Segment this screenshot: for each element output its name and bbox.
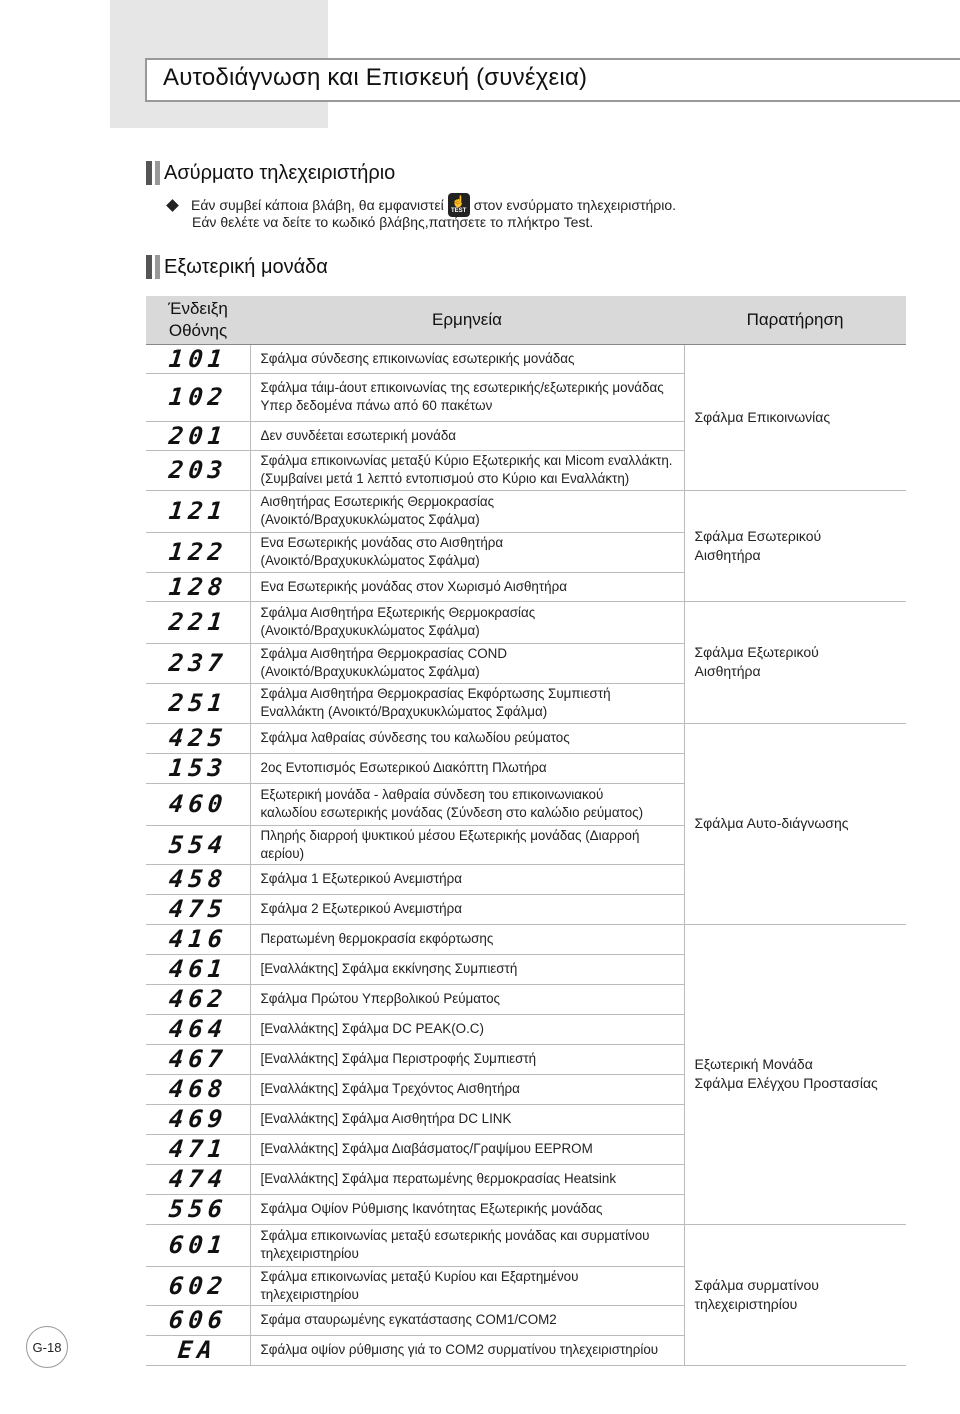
- error-code-table: [146, 296, 906, 1366]
- display-code-value: 602: [167, 1271, 229, 1300]
- page-margin: [0, 0, 110, 1414]
- bullet-diamond-icon: [166, 199, 179, 212]
- display-code-value: 462: [167, 985, 229, 1013]
- error-description: Περατωμένη θερμοκρασία εκφόρτωσης: [250, 924, 684, 954]
- display-code: [146, 421, 250, 450]
- display-code-value: 467: [167, 1045, 229, 1073]
- display-code: [146, 894, 250, 924]
- display-code-value: EA: [176, 1336, 219, 1364]
- header-desc: Ερμηνεία: [250, 296, 684, 344]
- remote-note-text-before: Εάν συμβεί κάποια βλάβη, θα εμφανιστεί: [191, 197, 444, 213]
- error-description: Σφάλμα Αισθητήρα Θερμοκρασίας Εκφόρτωσης Συμπιεστή Εναλλάκτη (Ανοικτό/Βραχυκυκλώματος Σφάλμα): [250, 683, 684, 723]
- display-code: [146, 1014, 250, 1044]
- display-code: [146, 683, 250, 723]
- display-code: [146, 1266, 250, 1305]
- remote-note-text-after: στον ενσύρματο τηλεχειριστήριο.: [473, 197, 677, 213]
- header-code-line2: Οθόνης: [168, 320, 228, 340]
- display-code-value: 122: [167, 538, 229, 566]
- table-row: [146, 601, 906, 643]
- section-outdoor-title: Εξωτερική μονάδα: [164, 255, 328, 278]
- error-description: Σφάμα σταυρωμένης εγκατάστασης COM1/COM2: [250, 1305, 684, 1335]
- error-description: Ενα Εσωτερικής μονάδας στον Χωρισμό Αισθητήρα: [250, 572, 684, 601]
- display-code: [146, 450, 250, 490]
- error-description: Σφάλμα 2 Εξωτερικού Ανεμιστήρα: [250, 894, 684, 924]
- header-remark: Παρατήρηση: [684, 296, 906, 344]
- header-code: [146, 296, 250, 344]
- display-code-value: 469: [167, 1105, 229, 1133]
- display-code-value: 101: [167, 344, 229, 373]
- error-description: Δεν συνδέεται εσωτερική μονάδα: [250, 421, 684, 450]
- display-code: [146, 954, 250, 984]
- table-row: [146, 490, 906, 532]
- error-description: Πληρής διαρροή ψυκτικού μέσου Εξωτερικής μονάδας (Διαρροή αερίου): [250, 825, 684, 864]
- display-code: [146, 1044, 250, 1074]
- error-category-remark: Σφάλμα Επικοινωνίας: [684, 344, 906, 490]
- table-row: [146, 344, 906, 373]
- error-description: Σφάλμα επικοινωνίας μεταξύ Κύριο Εξωτερικής και Micom εναλλάκτη. (Συμβαίνει μετά 1 λεπτό εντοπισμού στο Κύριο και Εναλλάκτη): [250, 450, 684, 490]
- display-code: [146, 572, 250, 601]
- display-code-value: 102: [167, 383, 229, 411]
- display-code-value: 203: [167, 456, 229, 484]
- display-code: [146, 490, 250, 532]
- error-category-remark: Σφάλμα Εσωτερικού Αισθητήρα: [684, 490, 906, 601]
- display-code: [146, 753, 250, 783]
- display-code-value: 121: [167, 497, 229, 525]
- display-code-value: 468: [167, 1075, 229, 1103]
- page-title: Αυτοδιάγνωση και Επισκευή (συνέχεια): [163, 64, 588, 91]
- table-row: [146, 924, 906, 954]
- display-code: [146, 643, 250, 683]
- hand-icon: ☝: [451, 195, 466, 208]
- error-description: [Εναλλάκτης] Σφάλμα εκκίνησης Συμπιεστή: [250, 954, 684, 984]
- display-code-value: 475: [167, 895, 229, 923]
- display-code-value: 221: [167, 608, 229, 636]
- display-code-value: 471: [167, 1135, 229, 1163]
- error-description: Σφάλμα λαθραίας σύνδεσης του καλωδίου ρεύματος: [250, 723, 684, 753]
- table-row: [146, 1224, 906, 1266]
- section-remote-title: Ασύρματο τηλεχειριστήριο: [164, 161, 396, 184]
- display-code-value: 416: [167, 925, 229, 953]
- section-remote-heading: [146, 161, 395, 185]
- display-code-value: 251: [167, 689, 229, 717]
- page-number: G-18: [26, 1326, 68, 1368]
- error-description: Σφάλμα Αισθητήρα Θερμοκρασίας COND (Ανοικτό/Βραχυκυκλώματος Σφάλμα): [250, 643, 684, 683]
- display-code: [146, 924, 250, 954]
- display-code-value: 601: [167, 1231, 229, 1259]
- error-description: Αισθητήρας Εσωτερικής Θερμοκρασίας (Ανοικτό/Βραχυκυκλώματος Σφάλμα): [250, 490, 684, 532]
- display-code: [146, 864, 250, 894]
- display-code-value: 461: [167, 955, 229, 983]
- display-code: [146, 825, 250, 864]
- error-description: Σφάλμα Οψίον Ρύθμισης Ικανότητας Εξωτερικής μονάδας: [250, 1194, 684, 1224]
- error-description: [Εναλλάκτης] Σφάλμα Διαβάσματος/Γραψίμου EEPROM: [250, 1134, 684, 1164]
- error-description: Σφάλμα 1 Εξωτερικού Ανεμιστήρα: [250, 864, 684, 894]
- header-code-line1: Ένδειξη: [168, 298, 228, 318]
- test-button-label: TEST: [451, 207, 467, 214]
- table-body: [146, 344, 906, 1365]
- display-code: [146, 1074, 250, 1104]
- table-header-row: [146, 296, 906, 344]
- display-code: [146, 601, 250, 643]
- section-bar-icon: [146, 255, 160, 279]
- display-code-value: 606: [167, 1306, 229, 1334]
- display-code: [146, 1134, 250, 1164]
- display-code: [146, 984, 250, 1014]
- display-code-value: 201: [167, 421, 229, 450]
- error-description: Εξωτερική μονάδα - λαθραία σύνδεση του επικοινωνιακού καλωδίου εσωτερικής μονάδας (Σύνδεση στο καλώδιο ρεύματος): [250, 783, 684, 825]
- display-code: [146, 1194, 250, 1224]
- display-code-value: 460: [167, 790, 229, 818]
- display-code-value: 237: [167, 649, 229, 677]
- display-code-value: 464: [167, 1015, 229, 1043]
- display-code-value: 458: [167, 865, 229, 893]
- display-code-value: 425: [167, 724, 229, 752]
- section-outdoor-heading: [146, 255, 328, 279]
- display-code-value: 153: [167, 754, 229, 782]
- error-description: [Εναλλάκτης] Σφάλμα Περιστροφής Συμπιεστή: [250, 1044, 684, 1074]
- display-code: [146, 1224, 250, 1266]
- display-code: [146, 532, 250, 572]
- display-code-value: 556: [167, 1195, 229, 1223]
- error-category-remark: Εξωτερική Μονάδα Σφάλμα Ελέγχου Προστασίας: [684, 924, 906, 1224]
- display-code-value: 474: [167, 1165, 229, 1193]
- error-description: Ενα Εσωτερικής μονάδας στο Αισθητήρα (Ανοικτό/Βραχυκυκλώματος Σφάλμα): [250, 532, 684, 572]
- display-code: [146, 1335, 250, 1365]
- display-code: [146, 783, 250, 825]
- error-description: Σφάλμα επικοινωνίας μεταξύ Κυρίου και Εξαρτημένου τηλεχειριστηρίου: [250, 1266, 684, 1305]
- error-description: Σφάλμα Πρώτου Υπερβολικού Ρεύματος: [250, 984, 684, 1014]
- table-row: [146, 723, 906, 753]
- display-code: [146, 373, 250, 421]
- display-code: [146, 1164, 250, 1194]
- display-code: [146, 1104, 250, 1134]
- error-category-remark: Σφάλμα συρματίνου τηλεχειριστηρίου: [684, 1224, 906, 1365]
- display-code: [146, 723, 250, 753]
- display-code-value: 554: [167, 830, 229, 859]
- display-code-value: 128: [167, 572, 229, 601]
- display-code: [146, 1305, 250, 1335]
- error-category-remark: Σφάλμα Εξωτερικού Αισθητήρα: [684, 601, 906, 723]
- error-description: [Εναλλάκτης] Σφάλμα Τρεχόντος Αισθητήρα: [250, 1074, 684, 1104]
- error-description: Σφάλμα επικοινωνίας μεταξύ εσωτερικής μονάδας και συρματίνου τηλεχειριστηρίου: [250, 1224, 684, 1266]
- section-bar-icon: [146, 161, 160, 185]
- error-description: [Εναλλάκτης] Σφάλμα περατωμένης θερμοκρασίας Heatsink: [250, 1164, 684, 1194]
- remote-note-line2: Εάν θελέτε να δείτε το κωδικό βλάβης,πατήσετε το πλήκτρο Test.: [192, 214, 594, 230]
- error-description: 2ος Εντοπισμός Εσωτερικού Διακόπτη Πλωτήρα: [250, 753, 684, 783]
- error-description: [Εναλλάκτης] Σφάλμα Αισθητήρα DC LINK: [250, 1104, 684, 1134]
- error-description: Σφάλμα σύνδεσης επικοινωνίας εσωτερικής μονάδας: [250, 344, 684, 373]
- error-category-remark: Σφάλμα Αυτο-διάγνωσης: [684, 723, 906, 924]
- error-description: [Εναλλάκτης] Σφάλμα DC PEAK(O.C): [250, 1014, 684, 1044]
- error-description: Σφάλμα οψίον ρύθμισης γιά το COM2 συρματίνου τηλεχειριστηρίου: [250, 1335, 684, 1365]
- display-code: [146, 344, 250, 373]
- error-description: Σφάλμα τάιμ-άουτ επικοινωνίας της εσωτερικής/εξωτερικής μονάδας Υπερ δεδομένα πάνω από 60 πακέτων: [250, 373, 684, 421]
- error-description: Σφάλμα Αισθητήρα Εξωτερικής Θερμοκρασίας (Ανοικτό/Βραχυκυκλώματος Σφάλμα): [250, 601, 684, 643]
